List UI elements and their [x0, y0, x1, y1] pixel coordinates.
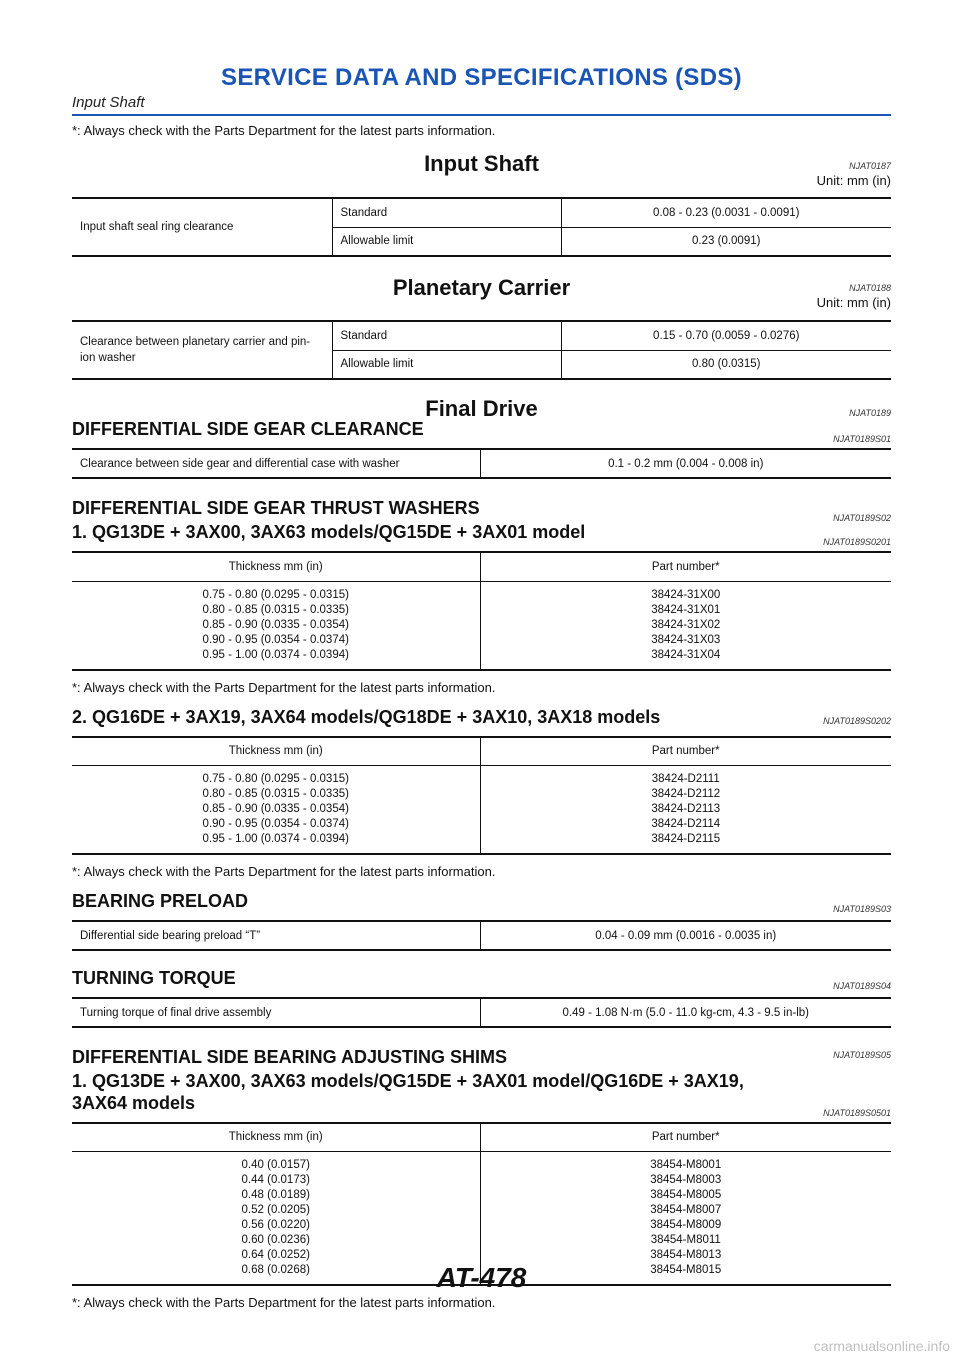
group-title: 1. QG13DE + 3AX00, 3AX63 models/QG15DE + 3AX01 model [72, 522, 586, 542]
thrust-washers-table-1 [72, 551, 891, 671]
spec-value: 0.04 - 0.09 mm (0.0016 - 0.0035 in) [480, 921, 891, 950]
input-shaft-table [72, 197, 891, 257]
column-header: Part number* [480, 1123, 891, 1151]
side-gear-clearance-table [72, 448, 891, 479]
subsection-title: DIFFERENTIAL SIDE BEARING ADJUSTING SHIMS [72, 1047, 508, 1067]
subsection-bearing-preload [72, 890, 891, 912]
ref-code: NJAT0188 [849, 283, 891, 293]
subsection-title: DIFFERENTIAL SIDE GEAR CLEARANCE [72, 419, 424, 439]
part-number-list: 38424-31X00 38424-31X01 38424-31X02 38424-31X03 38424-31X04 [480, 581, 891, 670]
bearing-preload-table [72, 920, 891, 951]
planetary-table [72, 320, 891, 380]
ref-code: NJAT0189 [849, 408, 891, 418]
page-number: AT-478 [436, 1262, 527, 1293]
ref-code: NJAT0189S02 [833, 513, 891, 523]
turning-torque-table [72, 997, 891, 1028]
column-header: Thickness mm (in) [228, 745, 323, 758]
parts-note: *: Always check with the Parts Department for the latest parts information. [72, 679, 496, 695]
part-number-list: 38454-M8001 38454-M8003 38454-M8005 38454-M8007 38454-M8009 38454-M8011 38454-M8013 38454-M8015 [480, 1151, 891, 1285]
column-header: Thickness mm (in) [228, 1131, 323, 1144]
subsection-adjusting-shims [72, 1046, 891, 1068]
thickness-list: 0.75 - 0.80 (0.0295 - 0.0315) 0.80 - 0.85 (0.0315 - 0.0335) 0.85 - 0.90 (0.0335 - 0.0354) 0.90 - 0.95 (0.0354 - 0.0374) 0.95 - 1.00 (0.0374 - 0.0394) [72, 581, 480, 670]
group-title: 2. QG16DE + 3AX19, 3AX64 models/QG18DE + 3AX10, 3AX18 models [72, 706, 661, 727]
section-final-drive [72, 380, 891, 421]
subsection-side-gear-clearance [72, 418, 891, 444]
thrust-washers-group-1 [72, 521, 891, 547]
content [72, 118, 891, 1311]
section-input-shaft [72, 139, 891, 189]
spec-name: Allowable limit [332, 227, 561, 256]
thrust-washers-table-2 [72, 736, 891, 856]
spec-name: Standard [332, 321, 561, 350]
spec-value: 0.15 - 0.70 (0.0059 - 0.0276) [561, 321, 891, 350]
thrust-washers-group-2 [72, 706, 891, 728]
page-header-title: SERVICE DATA AND SPECIFICATIONS (SDS) [221, 64, 742, 91]
ref-code: NJAT0189S05 [833, 1050, 891, 1060]
subsection-title: TURNING TORQUE [72, 968, 236, 988]
watermark: carmanualsonline.info [813, 1338, 950, 1354]
spec-label: Turning torque of final drive assembly [80, 1006, 272, 1019]
part-number-list: 38424-D2111 38424-D2112 38424-D2113 38424-D2114 38424-D2115 [480, 766, 891, 855]
shims-group-1 [72, 1070, 891, 1118]
parts-note: *: Always check with the Parts Department for the latest parts information. [72, 123, 496, 138]
ref-code: NJAT0187 [849, 161, 891, 171]
parts-note: *: Always check with the Parts Department for the latest parts information. [72, 864, 496, 879]
unit-label: Unit: mm (in) [816, 295, 891, 310]
thickness-list: 0.75 - 0.80 (0.0295 - 0.0315) 0.80 - 0.85 (0.0315 - 0.0335) 0.85 - 0.90 (0.0335 - 0.0354) 0.90 - 0.95 (0.0354 - 0.0374) 0.95 - 1.00 (0.0374 - 0.0394) [72, 766, 480, 855]
ref-code: NJAT0189S0201 [823, 537, 891, 547]
spec-name: Standard [332, 198, 561, 227]
header-rule [72, 114, 891, 116]
subsection-turning-torque [72, 967, 891, 989]
column-header: Part number* [480, 737, 891, 766]
spec-value: 0.49 - 1.08 N·m (5.0 - 11.0 kg-cm, 4.3 - 9.5 in-lb) [480, 998, 891, 1027]
unit-label: Unit: mm (in) [816, 173, 891, 188]
ref-code: NJAT0189S0202 [823, 715, 891, 726]
ref-code: NJAT0189S03 [833, 904, 891, 914]
ref-code: NJAT0189S01 [833, 434, 891, 444]
ref-code: NJAT0189S04 [833, 981, 891, 991]
page-header-subtitle: Input Shaft [72, 94, 145, 111]
section-title: Input Shaft [424, 151, 539, 176]
spec-label: Differential side bearing preload “T” [80, 929, 261, 942]
column-header: Thickness mm (in) [228, 560, 323, 573]
spec-name: Allowable limit [332, 350, 561, 379]
spec-label: Clearance between side gear and differential case with washer [80, 457, 400, 470]
spec-label: Input shaft seal ring clearance [80, 221, 234, 233]
spec-value: 0.1 - 0.2 mm (0.004 - 0.008 in) [480, 449, 891, 478]
section-title: Final Drive [425, 396, 538, 421]
subsection-title: BEARING PRELOAD [72, 891, 249, 911]
column-header: Part number* [480, 552, 891, 581]
parts-note: *: Always check with the Parts Department for the latest parts information. [72, 1294, 496, 1310]
section-planetary-carrier [72, 257, 891, 312]
section-title: Planetary Carrier [392, 275, 571, 300]
thickness-list: 0.40 (0.0157) 0.44 (0.0173) 0.48 (0.0189) 0.52 (0.0205) 0.56 (0.0220) 0.60 (0.0236) 0.64 (0.0252) 0.68 (0.0268) [72, 1151, 480, 1285]
shims-table [72, 1122, 891, 1286]
subsection-title: DIFFERENTIAL SIDE GEAR THRUST WASHERS [72, 498, 480, 518]
spec-value: 0.80 (0.0315) [561, 350, 891, 379]
spec-value: 0.08 - 0.23 (0.0031 - 0.0091) [561, 198, 891, 227]
subsection-thrust-washers [72, 497, 891, 523]
spec-value: 0.23 (0.0091) [561, 227, 891, 256]
spec-label: Clearance between planetary carrier and pin-ion washer [80, 336, 311, 364]
group-title: 1. QG13DE + 3AX00, 3AX63 models/QG15DE + 3AX01 model/QG16DE + 3AX19, 3AX64 models [72, 1071, 744, 1113]
ref-code: NJAT0189S0501 [823, 1108, 891, 1118]
